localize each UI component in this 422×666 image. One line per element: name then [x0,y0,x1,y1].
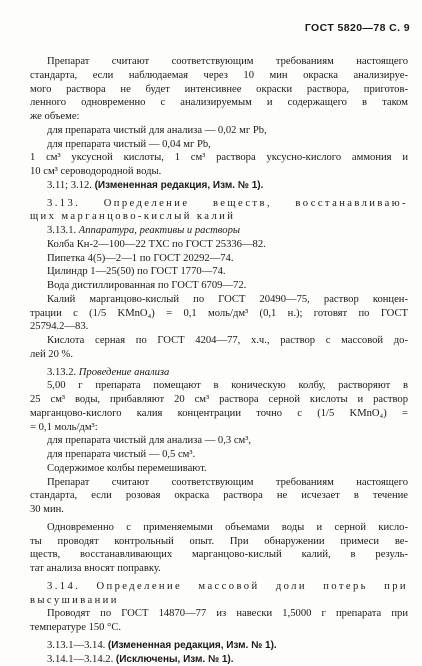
text-line: = 0,1 моль/дм³: [30,421,408,435]
text-line: 3.14.1—3.14.2. (Исключены, Изм. № 1). [30,653,408,666]
text-line: Проводят по ГОСТ 14870—77 из навески 1,5000 г препарата при [30,607,408,621]
text-line: Препарат считают соответствующим требованиям настоящего [30,476,408,490]
text-line: температуре 150 °С. [30,621,408,635]
text-line: 30 мин. [30,503,408,517]
text-line: тат анализа вносят поправку. [30,562,408,576]
text-line: 10 см³ сероводородной воды. [30,165,408,179]
text-line: 1 см³ уксусной кислоты, 1 см³ раствора уксусно-кислого аммония и [30,151,408,165]
text-line: же объеме: [30,110,408,124]
text-line: 3.13. Определение веществ, восстанавливаю- [30,197,408,211]
text-line: 3.14. Определение массовой доли потерь при [30,580,408,594]
page-header: ГОСТ 5820—78 С. 9 [305,22,410,34]
text-line: для препарата чистый — 0,04 мг Pb, [30,138,408,152]
italic-subheading: Аппаратура, реактивы и растворы [79,225,240,236]
text-line: 25 см³ воды, прибавляют 20 см³ раствора серной кислоты и раствор [30,393,408,407]
text-line: Препарат считают соответствующим требованиям настоящего [30,55,408,69]
text-line: для препарата чистый — 0,5 см³. [30,448,408,462]
text-line: лей 20 %. [30,348,408,362]
text-line: 3.13.2. Проведение анализа [30,366,408,380]
text-line: Кислота серная по ГОСТ 4204—77, х.ч., раствор с массовой до- [30,334,408,348]
text-line: марганцово-кислого калия концентрации точно с (1/5 KMnO₄) = [30,407,408,421]
text-line: щих марганцово-кислый калий [30,210,408,224]
text-line: ты проводят контрольный опыт. При обнаружении примеси ве- [30,535,408,549]
text-line: Калий марганцово-кислый по ГОСТ 20490—75, раствор концен- [30,293,408,307]
text-line: стандарта, если розовая окраска раствора не исчезает в течение [30,489,408,503]
text-line: Вода дистиллированная по ГОСТ 6709—72. [30,279,408,293]
text-line: Цилиндр 1—25(50) по ГОСТ 1770—74. [30,265,408,279]
text-line: Пипетка 4(5)—2—1 по ГОСТ 20292—74. [30,252,408,266]
text-line: 5,00 г препарата помещают в коническую колбу, растворяют в [30,379,408,393]
text-line: для препарата чистый для анализа — 0,3 см³, [30,434,408,448]
text-line: 25794.2—83. [30,320,408,334]
text-line: мого раствора не будет интенсивнее окраски раствора, приготов- [30,83,408,97]
text-line: для препарата чистый для анализа — 0,02 мг Pb, [30,124,408,138]
document-body [30,55,408,666]
text-line: 3.13.1. Аппаратура, реактивы и растворы [30,224,408,238]
text-line: Одновременно с применяемыми объемами воды и серной кисло- [30,521,408,535]
text-line: высушивании [30,594,408,608]
bold-amendment-note: (Измененная редакция, Изм. № 1). [108,640,277,651]
bold-amendment-note: (Измененная редакция, Изм. № 1). [95,180,264,191]
text-line: стандарта, если наблюдаемая через 10 мин окраска анализируе- [30,69,408,83]
italic-subheading: Проведение анализа [79,367,170,378]
text-line: 3.13.1—3.14. (Измененная редакция, Изм. № 1). [30,639,408,653]
text-line: Содержимое колбы перемешивают. [30,462,408,476]
text-line: ществ, восстанавливающих марганцово-кислый калий, в резуль- [30,548,408,562]
text-line: Колба Кн-2—100—22 ТХС по ГОСТ 25336—82. [30,238,408,252]
bold-amendment-note: (Исключены, Изм. № 1). [116,654,234,665]
text-line: ленного одновременно с анализируемым и содержащего в таком [30,96,408,110]
text-line: трации с (1/5 KMnO₄) = 0,1 моль/дм³ (0,1 н.); готовят по ГОСТ [30,307,408,321]
text-line: 3.11; 3.12. (Измененная редакция, Изм. № 1). [30,179,408,193]
